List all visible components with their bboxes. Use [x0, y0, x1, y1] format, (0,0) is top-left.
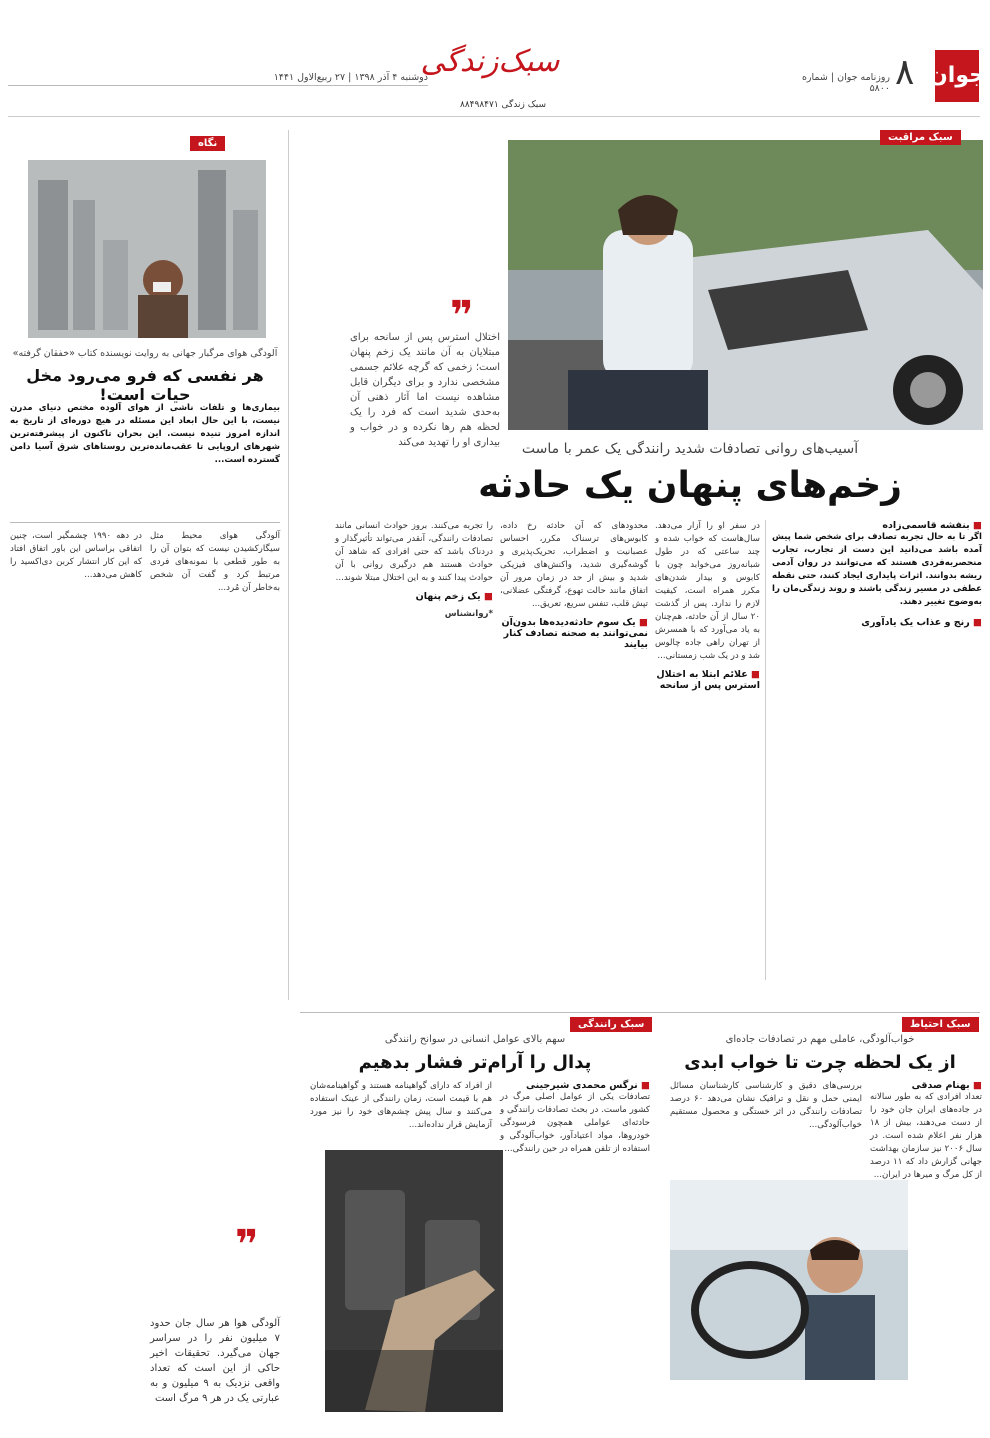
main-credit: *روانشناس — [444, 609, 493, 619]
bottom-right-author: ■ بهنام صدقی — [870, 1080, 982, 1091]
side-col-a: آلودگی هوای محیط مثل سیگارکشیدن نیست که بتوان آن را به طور قطعی با نمونه‌های فردی مرتبط کرد و گفت آن شخص به‌خاطر آن مُرد... — [150, 531, 280, 593]
main-pull-quote: اختلال استرس پس از سانحه برای مبتلایان به آن مانند یک زخم پنهان است؛ زخمی که گرچه علائم جسمی مشخصی ندارد و برای دیگران قابل مشاهده نیست اما آثار ذهنی آن به‌حدی شدید است که فرد را یک لحظه هم رها نکرده و در خواب و بیداری او را تهدید می‌کند — [350, 332, 500, 448]
page-number: ۸ — [895, 52, 915, 93]
pollution-photo — [28, 160, 266, 338]
main-subhead-3: ■ یک سوم حادثه‌دیده‌ها بدون‌آن نمی‌توانند به صحنه تصادف کنار بیایند — [500, 617, 648, 650]
main-col-2 — [500, 520, 648, 650]
section-label-main: سبک مراقبت — [880, 130, 961, 145]
pedal-illustration — [325, 1150, 503, 1412]
side-kicker: آلودگی هوای مرگبار جهانی به روایت نویسنده کتاب «خفقان گرفته» — [12, 348, 278, 359]
section-label-side: نگاه — [190, 136, 225, 151]
bottom-right-col1 — [870, 1080, 982, 1182]
column-divider — [765, 520, 766, 980]
main-col-2-text: محدودهای که آن حادثه رخ داده، کابوس‌های ترسناک مکرر، احساس عصبانیت و اضطراب، تحریک‌پذیری و گوشه‌گیری شدید، واکنش‌های فیزیکی شدید و بیش از حد در زمان مرور آن اتفاق مانند حالت تهوع، گرفتگی عضلانی، تپش قلب، تنفس سریع، تعریق... — [500, 521, 648, 609]
side-quote-mark-icon: ❞ — [235, 1222, 259, 1268]
bottom-right-kicker: خواب‌آلودگی، عاملی مهم در تصادفات جاده‌ای — [725, 1034, 915, 1045]
main-kicker: آسیب‌های روانی تصادفات شدید رانندگی یک عمر با ماست — [521, 441, 859, 457]
bottom-left-author: ■ نرگس محمدی شیرجینی — [500, 1080, 650, 1091]
issue-info-left: دوشنبه ۴ آذر ۱۳۹۸ | ۲۷ ربیع‌الاول ۱۴۴۱ — [8, 72, 428, 86]
bottom-left-col2: از افراد که دارای گواهینامه هستند و گواهینامه‌شان هم با قیمت است، زمان رانندگی از عینک استفاده می‌کنند و سال پیش چشم‌های خود را نیز مورد آزمایش قرار نداده‌اند... — [310, 1081, 492, 1130]
pedal-photo — [325, 1150, 503, 1412]
crash-photo — [508, 140, 983, 430]
main-author: ■ بنفشه قاسمی‌زاده — [772, 520, 982, 531]
bottom-right-headline: از یک لحظه چرت تا خواب ابدی — [684, 1052, 956, 1073]
side-lead: بیماری‌ها و تلفات ناشی از هوای آلوده مختص دنیای مدرن نیست، با این حال ابعاد این مسئله در هیچ دوره‌ای از تاریخ به اندازه امروز تنیده نیست. این بحران تاکنون از پیشرفته‌ترین شهرهای اروپایی تا عقب‌مانده‌ترین روستاهای شرق آسیا دامن گسترده است... — [10, 403, 280, 465]
header-rule — [8, 116, 980, 117]
side-column-rule — [288, 130, 289, 1000]
issue-info-right: روزنامه جوان | شماره ۵۸۰۰ — [801, 72, 890, 94]
main-col-3-text: را تجربه می‌کنند. بروز حوادث انسانی مانند تصادفات رانندگی، آنقدر می‌تواند تأثیرگذار و دردناک باشد که حتی افرادی که شاهد آن حوادث هستند هم درگیری روانی با آن حوادث پیدا کنند و به این اختلال مبتلا شوند... — [335, 521, 493, 583]
main-subhead-1: ■ یک زخم پنهان — [335, 591, 493, 602]
main-col-1-text: در سفر او را آزار می‌دهد. سال‌هاست که خواب شده و چند ساعتی که در طول شبانه‌روز می‌خوابد چون با کابوس و بیدار شدن‌های مکرر همراه است، کیفیت لازم را ندارد. پس از گذشت ۲۰ سال از آن حادثه، هم‌چنان به یاد می‌آورد که با همسرش از تهران راهی جاده چالوس شد و در یک شب زمستانی... — [655, 521, 760, 661]
bottom-left-kicker: سهم بالای عوامل انسانی در سوانح رانندگی — [384, 1034, 566, 1045]
section-phone: سبک زندگی ۸۸۴۹۸۴۷۱ — [460, 100, 547, 110]
newspaper-logo: جوان — [935, 50, 979, 102]
bottom-left-col1-text: تصادفات یکی از عوامل اصلی مرگ در کشور ماست. در بحث تصادفات رانندگی و حادثه‌ای عواملی همچون فرسودگی خودروها، مواد اعتیادآور، خواب‌آلودگی و استفاده از تلفن همراه در حین رانندگی... — [500, 1092, 650, 1154]
main-col-lead — [772, 520, 982, 628]
main-headline: زخم‌های پنهان یک حادثه — [478, 465, 902, 506]
pollution-photo-illustration — [28, 160, 266, 338]
bottom-left-headline: پدال را آرام‌تر فشار بدهیم — [358, 1052, 592, 1073]
crash-photo-illustration — [508, 140, 983, 430]
section-label-bottom-left: سبک رانندگی — [570, 1017, 652, 1032]
section-title: سبک‌زندگی — [420, 44, 560, 79]
bottom-divider — [300, 1012, 980, 1013]
side-headline: هر نفسی که فرو می‌رود مخل حیات است! — [26, 366, 264, 404]
main-lead: اگر تا به حال تجربه تصادف برای شخص شما پیش آمده باشد می‌دانید این دست از تجارب، تجارب منحصربه‌فردی هستند که می‌توانند در روان آدمی ریشه بدوانند. اثرات پایداری ایجاد کنند، حتی نقطه عطفی در مسیر زندگی باشند و روند زندگی‌مان را به‌وضوح تغییر دهند. — [772, 532, 982, 607]
drowsy-driver-illustration — [670, 1180, 908, 1380]
bottom-right-col2: بررسی‌های دقیق و کارشناسی کارشناسان مسائل ایمنی حمل و نقل و ترافیک نشان می‌دهد ۶۰ درصد تصادفات رانندگی در اثر خستگی و محصول مستقیم خواب‌آلودگی... — [670, 1081, 862, 1130]
main-subhead-4: ■ رنج و عذاب یک یادآوری — [772, 617, 982, 628]
side-pull-quote: آلودگی هوا هر سال جان حدود ۷ میلیون نفر را در سراسر جهان می‌گیرد. تحقیقات اخیر حاکی از این است که تعداد واقعی نزدیک به ۹ میلیون و به عبارتی یک در هر ۹ مرگ است — [150, 1318, 280, 1404]
quote-mark-icon: ❞ — [450, 293, 474, 339]
side-col-b: در دهه ۱۹۹۰ چشمگیر است، چنین اتفاقی براساس این باور اتفاق افتاد که این کار انتشار کربن دی‌اکسید را کاهش می‌دهد... — [10, 531, 142, 580]
section-label-bottom-right: سبک احتیاط — [902, 1017, 979, 1032]
main-col-1 — [655, 520, 760, 691]
bottom-right-col1-text: تعداد افرادی که به طور سالانه در جاده‌های ایران جان خود را از دست می‌دهند، بیش از ۱۸ هزار نفر اعلام شده است. در سال ۲۰۰۶ نیز سازمان بهداشت جهانی گزارش داد که ۱۱ درصد از کل مرگ و میرها در ایران... — [870, 1092, 982, 1180]
drowsy-driver-photo — [670, 1180, 908, 1380]
main-subhead-2: ■ علائم ابتلا به اختلال استرس پس از سانحه — [655, 669, 760, 691]
bottom-left-col1 — [500, 1080, 650, 1156]
main-col-3 — [335, 520, 493, 621]
side-divider — [10, 522, 280, 523]
